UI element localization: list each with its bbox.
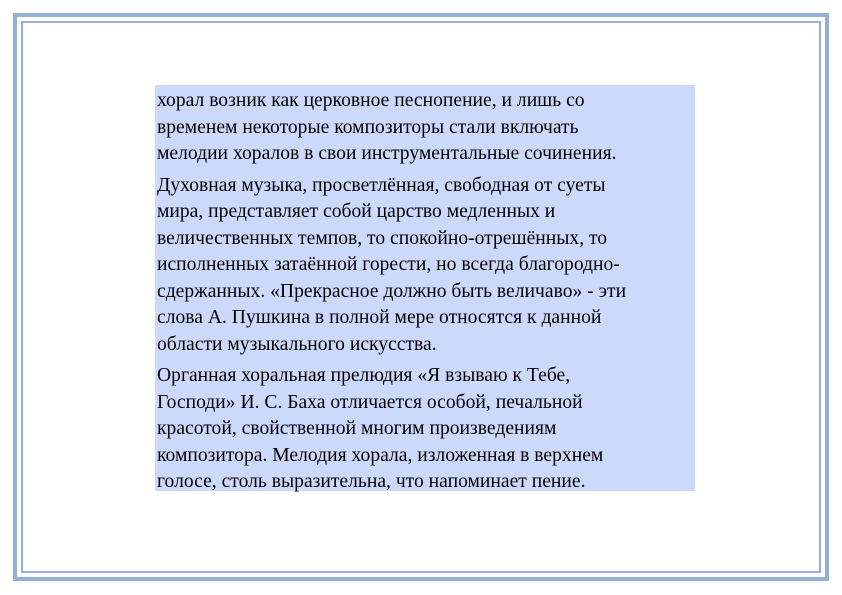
paragraph-chorale-origin: [157, 88, 693, 168]
text-line: хорал возник как церковное песнопение, и лишь со: [157, 90, 585, 111]
text-line: мелодии хоралов в свои инструментальные сочинения.: [157, 143, 617, 164]
text-line: голосе, столь выразительна, что напоминает пение.: [157, 471, 586, 492]
text-line: слова А. Пушкина в полной мере относятся к данной: [157, 307, 602, 328]
text-block: [155, 85, 695, 491]
paragraph-bach-prelude: [157, 363, 693, 496]
text-line: сдержанных. «Прекрасное должно быть величаво» - эти: [157, 280, 627, 302]
text-line: Господи» И. С. Баха отличается особой, печальной: [157, 391, 583, 413]
text-line: величественных темпов, то спокойно-отрешённых, то: [157, 227, 608, 249]
text-line: исполненных затаённой горести, но всегда благородно-: [157, 254, 620, 275]
text-line: композитора. Мелодия хорала, изложенная в верхнем: [157, 444, 604, 466]
text-line: Духовная музыка, просветлённая, свободная от суеты: [157, 174, 606, 196]
text-line: Органная хоральная прелюдия «Я взываю к Тебе,: [157, 365, 571, 386]
text-line: области музыкального искусства.: [157, 333, 437, 355]
paragraph-spiritual-music: [157, 173, 693, 359]
text-line: мира, представляет собой царство медленных и: [157, 201, 556, 222]
text-line: временем некоторые композиторы стали включать: [157, 116, 579, 138]
text-line: красотой, свойственной многим произведениям: [157, 418, 557, 439]
